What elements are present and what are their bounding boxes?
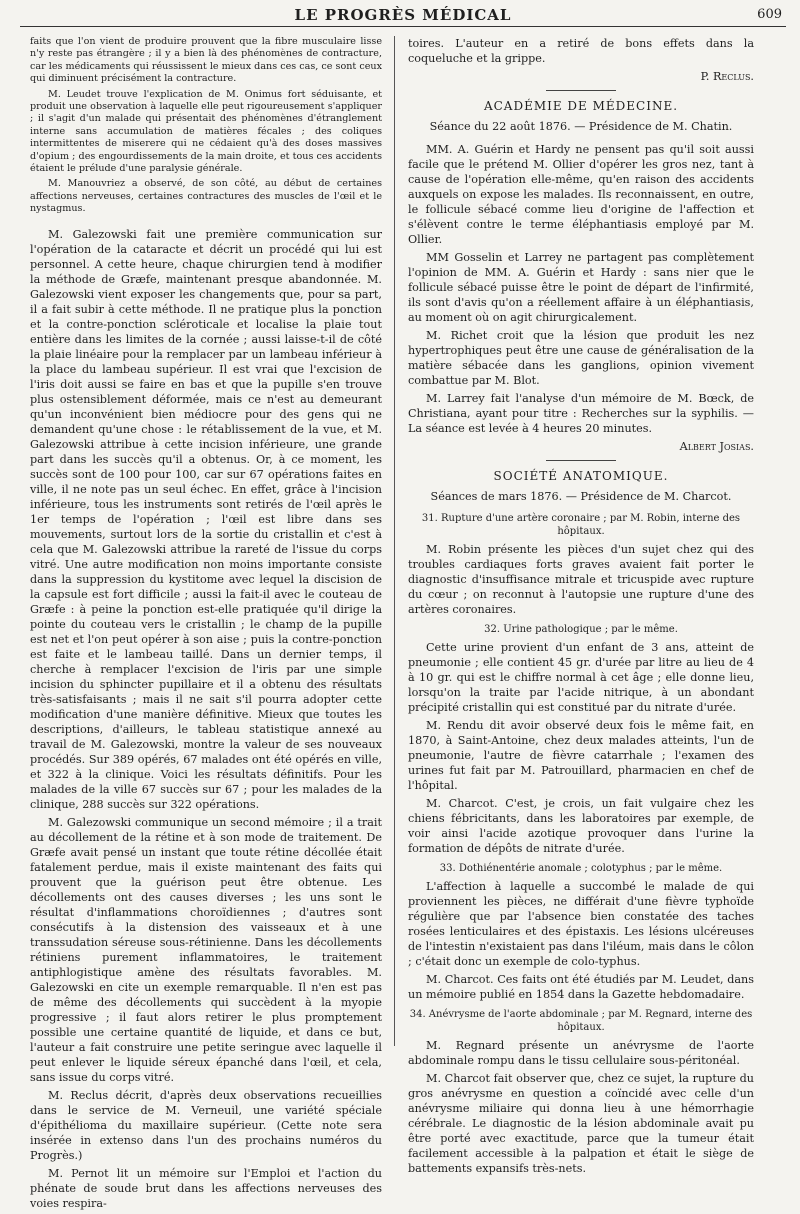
case-paragraph: M. Robin présente les pièces d'un sujet chez qui des troubles cardiaques forts graves avaient fait porter le diagnostic d'insuffisance mitrale et tricuspide avec rupture du cœur ; on reconnut à l'autopsie une rupture d'une des artères coronaires. bbox=[408, 543, 754, 616]
running-header bbox=[20, 4, 786, 27]
author-signature: P. Reclus. bbox=[700, 70, 754, 83]
page-number: 609 bbox=[757, 7, 782, 22]
case-paragraph: M. Charcot. Ces faits ont été étudiés par M. Leudet, dans un mémoire publié en 1854 dans la Gazette hebdomadaire. bbox=[408, 973, 754, 1001]
case-paragraph: L'affection à laquelle a succombé le malade de qui proviennent les pièces, ne différait d'une fièvre typhoïde régulière que par l'absence bien constatée des taches rosées lenticulaires et des épistaxis. Les lésions ulcéreuses de l'intestin n'existaient pas dans l'iléum, mais dans le côlon ; c'était donc un exemple de colo-typhus. bbox=[408, 880, 754, 968]
pernot-paragraph: M. Pernot lit un mémoire sur l'Emploi et l'action du phénate de soude brut dans les affections nerveuses des voies respira- bbox=[30, 1166, 382, 1210]
academie-heading: ACADÉMIE DE MÉDECINE. bbox=[483, 99, 679, 113]
section-rule bbox=[546, 460, 616, 461]
right-column bbox=[408, 36, 754, 1179]
societe-heading: SOCIÉTÉ ANATOMIQUE. bbox=[493, 469, 669, 483]
case-paragraph: M. Rendu dit avoir observé deux fois le même fait, en 1870, à Saint-Antoine, chez deux malades atteints, l'un de pneumonie, l'autre de fièvre catarrhale ; l'examen des urines fut fait par M. Patrouillard, pharmacien en chef de l'hôpital. bbox=[408, 719, 754, 792]
page bbox=[20, 4, 786, 1210]
case-paragraph: M. Charcot fait observer que, chez ce sujet, la rupture du gros anévrysme en question a coïncidé avec celle d'un anévrysme miliaire qui donna lieu à une hémorrhagie cérébrale. Le diagnostic de la lésion abdominale avait pu être porté avec exactitude, parce que la tumeur était facilement accessible à la palpation et était le siège de battements expansifs très-nets. bbox=[408, 1072, 754, 1175]
academie-paragraph: MM Gosselin et Larrey ne partagent pas complètement l'opinion de MM. A. Guérin et Hardy : sans nier que le follicule sébacé puisse être le point de départ de l'infirmité, ils sont d'avis qu'on a réellement affaire à un éléphantiasis, au moment où on agit chirurgicalement. bbox=[408, 251, 754, 324]
journal-title: LE PROGRÈS MÉDICAL bbox=[294, 6, 512, 24]
academie-session-line: Séance du 22 août 1876. — Présidence de M. Chatin. bbox=[429, 120, 733, 133]
case-heading: 33. Dothiénentérie anomale ; colotyphus ; par le même. bbox=[439, 863, 723, 874]
intro-paragraph: faits que l'on vient de produire prouvent que la fibre musculaire lisse n'y reste pas étrangère ; il y a bien là des phénomènes de contracture, car les médicaments qui réussissent le mieux dans ces cas, ce sont ceux qui diminuent précisément la contracture. bbox=[30, 36, 382, 85]
larrey-paragraph: M. Larrey fait l'analyse d'un mémoire de M. Bœck, de Christiana, ayant pour titre : Recherches sur la syphilis. — La séance est levée à 4 heures 20 minutes. bbox=[408, 392, 754, 435]
section-rule bbox=[546, 90, 616, 91]
case-paragraph: M. Charcot. C'est, je crois, un fait vulgaire chez les chiens fébricitants, dans les laboratoires par exemple, de voir ainsi l'acide azotique provoquer dans l'urine la formation de dépôts de nitrate d'urée. bbox=[408, 797, 754, 855]
academie-paragraph: M. Richet croit que la lésion que produit les nez hypertrophiques peut être une cause de généralisation de la matière sébacée dans les ganglions, opinion vivement combattue par M. Blot. bbox=[408, 329, 754, 387]
intro-paragraph: M. Manouvriez a observé, de son côté, au début de certaines affections nerveuses, certaines contractures des muscles de l'œil et le nystagmus. bbox=[30, 178, 382, 215]
galezowski-cataract-paragraph: M. Galezowski fait une première communication sur l'opération de la cataracte et décrit un procédé qui lui est personnel. A cette heure, chaque chirurgien tend à modifier la méthode de Græfe, maintenant presque abandonnée. M. Galezowski vient exposer les changements que, pour sa part, il a fait subir à cette méthode. Il ne pratique plus la ponction et la contre-ponction scléroticale et localise la plaie tout entière dans les limites de la cornée ; aussi laisse-t-il de côté la plaie linéaire pour la remplacer par un lambeau inférieur à la place du lambeau supérieur. Il est vrai que l'excision de l'iris doit aussi se faire en bas et que la pupille s'en trouve plus ostensiblement déformée, mais ce n'est au demeurant qu'un inconvénient bien médiocre pour des gens qui ne demandent qu'une chose : le rétablissement de la vue, et M. Galezowski attribue à cette incision inférieure, une grande part dans les succès qu'il a obtenus. Or, à ce moment, les succès sont de 100 pour 100, car sur 67 opérations faites en ville, il ne note pas un seul échec. En effet, grâce à l'incision inférieure, tous les instruments sont retirés de l'œil après le 1er temps de l'opération ; l'œil est libre dans ses mouvements, surtout lors de la sortie du cristallin et c'est à cela que M. Galezowski attribue la rareté de l'issue du corps vitré. Une autre modification non moins importante consiste dans la suppression du kystitome avec lequel la discision de la capsule est fort difficile ; aussi la fait-il avec le couteau de Græfe : à peine la ponction est-elle pratiquée qu'il dirige la pointe du couteau vers le cristallin ; le champ de la pupille est net et l'on peut opérer à son aise ; puis la contre-ponction est faite et le lambeau taillé. Dans un dernier temps, il cherche à remplacer l'excision de l'iris par une simple incision du sphincter pupillaire et il a obtenu des résultats très-satisfaisants ; mais il ne sait s'il pourra adopter cette modification d'une manière définitive. Mieux que toutes les descriptions, d'ailleurs, le tableau statistique annexé au travail de M. Galezowski, montre la valeur de ses nouveaux procédés. Sur 389 opérés, 67 malades ont été opérés en ville, et 322 à la clinique. Voici les résultats définitifs. Pour les malades de la ville 67 succès sur 67 ; pour les malades de la clinique, 288 succès sur 322 opérations. bbox=[30, 227, 382, 811]
case-heading: 32. Urine pathologique ; par le même. bbox=[484, 624, 678, 635]
left-column bbox=[30, 36, 382, 1214]
author-signature: Albert Josias. bbox=[679, 440, 754, 453]
societe-session-line: Séances de mars 1876. — Présidence de M. Charcot. bbox=[430, 490, 732, 503]
intro-paragraph: M. Leudet trouve l'explication de M. Onimus fort séduisante, et produit une observation à laquelle elle peut rigoureusement s'appliquer ; il s'agit d'un malade qui présentait des phénomènes d'étranglement interne sans accumulation de matières fécales ; des coliques intermittentes de miserere qui ne cédaient qu'à des doses massives d'opium ; des engourdissements de la main droite, et tous ces accidents étaient le prélude d'une paralysie générale. bbox=[30, 88, 382, 175]
case-paragraph: M. Regnard présente un anévrysme de l'aorte abdominale rompu dans le tissu cellulaire sous-péritonéal. bbox=[408, 1039, 754, 1067]
reclus-paragraph: M. Reclus décrit, d'après deux observations recueillies dans le service de M. Verneuil, une variété spéciale d'épithélioma du maxillaire supérieur. (Cette note sera insérée in extenso dans l'un des prochains numéros du Progrès.) bbox=[30, 1088, 382, 1162]
case-paragraph: Cette urine provient d'un enfant de 3 ans, atteint de pneumonie ; elle contient 45 gr. d'urée par litre au lieu de 4 à 10 gr. qui est le chiffre normal à cet âge ; elle donne lieu, lorsqu'on la traite par l'acide nitrique, à un abondant précipité cristallin qui est constitué par du nitrate d'urée. bbox=[408, 641, 754, 714]
case-heading: 31. Rupture d'une artère coronaire ; par M. Robin, interne des hôpitaux. bbox=[421, 513, 741, 537]
column-divider bbox=[394, 36, 395, 1046]
continuation-paragraph: toires. L'auteur en a retiré de bons effets dans la coqueluche et la grippe. bbox=[408, 37, 754, 65]
academie-paragraph: MM. A. Guérin et Hardy ne pensent pas qu'il soit aussi facile que le prétend M. Ollier d'opérer les gros nez, tant à cause de l'opération elle-même, qu'en raison des accidents auxquels on expose les malades. Ils reconnaissent, en outre, le follicule sébacé comme lieu d'origine de l'affection et s'élèvent contre le terme éléphantiasis employé par M. Ollier. bbox=[408, 143, 754, 246]
case-heading: 34. Anévrysme de l'aorte abdominale ; par M. Regnard, interne des hôpitaux. bbox=[409, 1009, 753, 1033]
galezowski-retina-paragraph: M. Galezowski communique un second mémoire ; il a trait au décollement de la rétine et à son mode de traitement. De Græfe avait pensé un instant que toute rétine décollée était fatalement perdue, mais il existe maintenant des faits qui prouvent que la guérison peut être obtenue. Les décollements ont des causes diverses ; les uns sont le résultat d'inflammations choroïdiennes ; d'autres sont consécutifs à la distension des vaisseaux et à une transsudation séreuse sous-rétinienne. Dans les décollements rétiniens purement inflammatoires, le traitement antiphlogistique amène des résultats favorables. M. Galezowski en cite un exemple remarquable. Il n'en est pas de même des décollements qui succèdent à la myopie progressive ; il faut alors retirer le plus promptement possible une certaine quantité de liquide, et dans ce but, l'auteur a fait construire une petite seringue avec laquelle il peut enlever le liquide séreux épanché dans l'œil, et cela, sans issue du corps vitré. bbox=[30, 815, 382, 1084]
